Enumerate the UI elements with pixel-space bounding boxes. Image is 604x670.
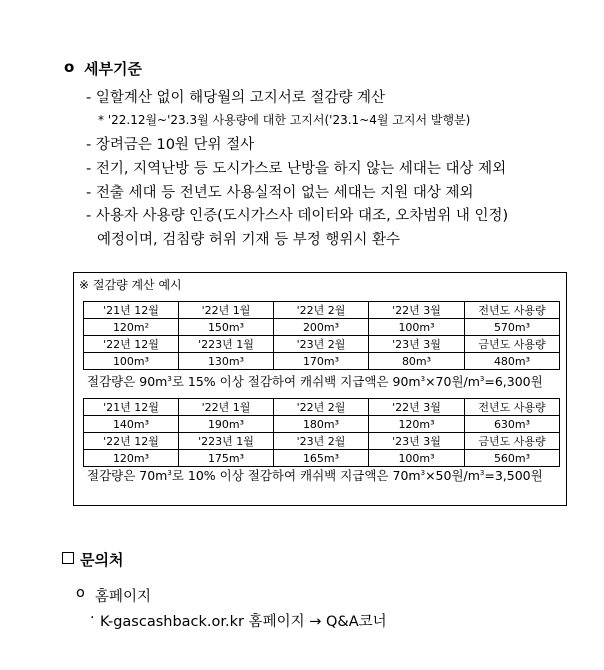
table-cell: '21년 12월 <box>84 399 179 416</box>
table-cell: '223년 1월 <box>179 433 274 450</box>
table-cell: '22년 2월 <box>274 302 369 319</box>
usage-table-2 <box>83 398 560 467</box>
summary-text: =6,300원 <box>484 374 543 389</box>
table-cell: 560m³ <box>465 450 560 467</box>
section-marker: o <box>64 58 75 76</box>
superscript: 3 <box>420 468 426 477</box>
table-cell: 100m³ <box>369 319 465 336</box>
example-title: ※ 절감량 계산 예시 <box>79 278 182 292</box>
table-cell: 100m³ <box>369 450 465 467</box>
criteria-item-continued: 예정이며, 검침량 허위 기재 등 부정 행위시 환수 <box>97 232 401 248</box>
table-cell: 120m³ <box>369 416 465 433</box>
criteria-item: - 일할계산 없이 해당월의 고지서로 절감량 계산 <box>86 90 386 106</box>
table-cell: '223년 1월 <box>179 336 274 353</box>
table-cell: 80m³ <box>369 353 465 370</box>
criteria-item: - 사용자 사용량 인증(도시가스사 데이터와 대조, 오차범위 내 인정) <box>86 208 509 224</box>
criteria-note: * '22.12월~'23.3월 사용량에 대한 고지서('23.1~4월 고지서 발행분) <box>98 113 471 127</box>
table-cell: 190m³ <box>179 416 274 433</box>
table-cell: 140m³ <box>84 416 179 433</box>
table-row <box>84 450 560 467</box>
table-cell: 금년도 사용량 <box>465 433 560 450</box>
table-cell: 170m³ <box>274 353 369 370</box>
table-cell: '23년 3월 <box>369 433 465 450</box>
table-cell: '22년 12월 <box>84 336 179 353</box>
table-cell: 165m³ <box>274 450 369 467</box>
superscript: 3 <box>479 374 485 383</box>
superscript: 3 <box>420 374 426 383</box>
contact-title: 문의처 <box>80 551 124 569</box>
table-cell: 175m³ <box>179 450 274 467</box>
table-cell: 전년도 사용량 <box>465 302 560 319</box>
savings-summary-2 <box>87 466 543 484</box>
table-cell: 100m³ <box>84 353 179 370</box>
table-cell: '22년 1월 <box>179 302 274 319</box>
table-cell: 480m³ <box>465 353 560 370</box>
table-row <box>84 302 560 319</box>
summary-text: 절감량은 70m <box>87 468 168 483</box>
table-row <box>84 399 560 416</box>
summary-text: 로 10% 이상 절감하여 캐쉬백 지급액은 70m <box>171 468 421 483</box>
table-cell: '21년 12월 <box>84 302 179 319</box>
table-cell: 120m² <box>84 319 179 336</box>
table-cell: '22년 12월 <box>84 433 179 450</box>
table-cell: '22년 3월 <box>369 399 465 416</box>
table-cell: 570m³ <box>465 319 560 336</box>
table-cell: '23년 3월 <box>369 336 465 353</box>
homepage-label: 홈페이지 <box>95 589 152 605</box>
criteria-item: - 전출 세대 등 전년도 사용실적이 없는 세대는 지원 대상 제외 <box>86 185 474 201</box>
table-cell: 200m³ <box>274 319 369 336</box>
table-cell: 130m³ <box>179 353 274 370</box>
table-cell: 150m³ <box>179 319 274 336</box>
table-row <box>84 319 560 336</box>
superscript: 3 <box>167 374 172 383</box>
table-cell: '22년 3월 <box>369 302 465 319</box>
table-cell: '22년 2월 <box>274 399 369 416</box>
summary-text: 로 15% 이상 절감하여 캐쉬백 지급액은 90m <box>171 374 421 389</box>
checkbox-square-icon <box>62 552 74 564</box>
table-cell: 630m³ <box>465 416 560 433</box>
superscript: 3 <box>479 468 485 477</box>
table-cell: 전년도 사용량 <box>465 399 560 416</box>
table-cell: '23년 2월 <box>274 336 369 353</box>
table-cell: '22년 1월 <box>179 399 274 416</box>
superscript: 3 <box>167 468 172 477</box>
table-row <box>84 336 560 353</box>
table-cell: '23년 2월 <box>274 433 369 450</box>
section-title: 세부기준 <box>84 60 142 78</box>
savings-summary-1 <box>87 372 543 390</box>
table-cell: 180m³ <box>274 416 369 433</box>
table-row <box>84 416 560 433</box>
table-row <box>84 433 560 450</box>
table-row <box>84 353 560 370</box>
usage-table-1 <box>83 301 560 370</box>
summary-text: =3,500원 <box>484 468 543 483</box>
summary-text: ×70원/m <box>425 374 480 389</box>
sub-marker: o <box>76 585 85 601</box>
criteria-item: - 장려금은 10원 단위 절사 <box>86 137 255 153</box>
summary-text: ×50원/m <box>425 468 480 483</box>
homepage-link[interactable]: K-gascashback.or.kr 홈페이지 → Q&A코너 <box>100 614 387 630</box>
table-cell: 120m³ <box>84 450 179 467</box>
table-cell: 금년도 사용량 <box>465 336 560 353</box>
criteria-item: - 전기, 지역난방 등 도시가스로 난방을 하지 않는 세대는 대상 제외 <box>86 161 507 177</box>
summary-text: 절감량은 90m <box>87 374 168 389</box>
link-bullet: · <box>90 610 95 626</box>
